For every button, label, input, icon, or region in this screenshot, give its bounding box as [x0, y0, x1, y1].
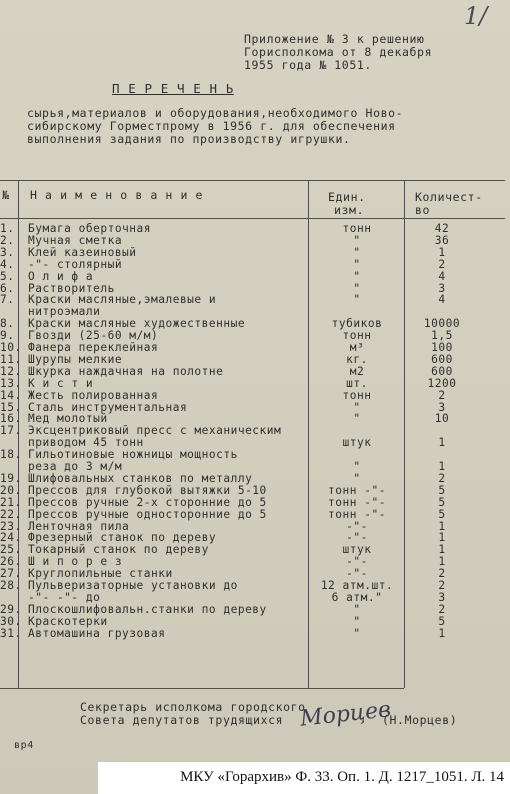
item-quantity: 2 — [438, 567, 446, 581]
item-unit: штук — [342, 436, 372, 450]
item-unit: " — [353, 412, 361, 426]
item-quantity: 3 — [438, 281, 446, 295]
item-unit: " — [353, 602, 361, 616]
row-number: 16. — [0, 412, 22, 426]
item-name: Мучная сметка — [28, 233, 123, 247]
item-quantity: 1 — [438, 555, 446, 569]
row-number: 7. — [0, 293, 15, 307]
item-unit: тонн -"- — [328, 495, 386, 509]
appendix-line-3: 1955 года № 1051. — [244, 58, 372, 72]
item-unit: м2 — [349, 364, 365, 378]
col-header-name: Н а и м е н о в а н и е — [30, 188, 204, 202]
appendix-line-1: Приложение № 3 к решению — [244, 32, 425, 46]
item-name: Плоскошлифовальн.станки по дереву — [28, 602, 267, 616]
table-row — [0, 247, 510, 259]
item-unit: " — [353, 614, 361, 628]
item-unit: " — [353, 257, 361, 271]
item-unit: тонн -"- — [328, 483, 386, 497]
table-row — [0, 378, 510, 390]
archive-reference: МКУ «Горархив» Ф. 33. Оп. 1. Д. 1217_1051. Л. 14 — [180, 769, 504, 785]
item-quantity: 600 — [431, 364, 453, 378]
item-name: нитроэмали — [28, 305, 101, 319]
item-unit: 12 атм.шт. — [320, 579, 394, 592]
row-number: 24. — [0, 531, 22, 545]
item-unit: " — [353, 400, 361, 414]
table-row — [0, 497, 510, 509]
item-unit: " — [353, 281, 361, 295]
item-unit: " — [353, 460, 361, 473]
col-header-qty-2: во — [415, 203, 431, 217]
row-number: 4. — [0, 257, 15, 271]
item-unit: " — [353, 471, 361, 485]
item-name: Круглопильные станки — [28, 567, 173, 581]
item-quantity: 36 — [434, 233, 450, 247]
col-header-qty-1: Количест- — [415, 190, 483, 204]
item-name: Бумага оберточная — [28, 222, 152, 235]
item-unit: тонн — [342, 388, 372, 402]
table-row — [0, 604, 510, 616]
row-number: 21. — [0, 495, 22, 509]
row-number: 14. — [0, 388, 22, 402]
item-quantity: 42 — [434, 222, 450, 235]
row-number: 17. — [0, 424, 22, 438]
item-quantity: 600 — [431, 352, 453, 366]
item-name: Мед молотый — [28, 412, 108, 426]
row-number: 26. — [0, 555, 22, 569]
row-number: 13. — [0, 376, 22, 390]
row-number: 3. — [0, 245, 15, 259]
item-name: Пульверизаторные установки до — [28, 579, 238, 592]
item-name: Фрезерный станок по дереву — [28, 531, 217, 545]
item-quantity: 5 — [438, 507, 446, 521]
col-header-unit-2: изм. — [334, 203, 365, 217]
item-unit: шт. — [346, 376, 368, 390]
print-mark: вр4 — [14, 740, 34, 751]
item-name: Токарный станок по дереву — [28, 543, 209, 557]
item-name: Клей казеиновый — [28, 245, 137, 259]
row-number: 1. — [0, 222, 15, 235]
row-number: 29. — [0, 602, 22, 616]
row-number: 30. — [0, 614, 22, 628]
document-title: П Е Р Е Ч Е Н Ь — [112, 81, 234, 96]
row-number: 8. — [0, 317, 15, 331]
intro-line-1: сырья,материалов и оборудования,необходимого Ново- — [27, 106, 404, 120]
item-quantity: 1 — [438, 626, 446, 640]
handwritten-page-number: 1/ — [464, 2, 488, 30]
item-quantity: 1200 — [427, 376, 457, 390]
item-unit: тонн — [342, 329, 372, 343]
item-name: Автомашина грузовая — [28, 626, 166, 640]
row-number: 11. — [0, 352, 22, 366]
item-quantity: 2 — [438, 602, 446, 616]
item-name: Ш и п о р е з — [28, 555, 123, 569]
item-name: Прессов ручные односторонние до 5 — [28, 507, 267, 521]
item-name: Шлифовальных станков по металлу — [28, 471, 253, 485]
item-name: Гильотиновые ножницы мощность — [28, 448, 238, 462]
item-quantity: 1 — [438, 543, 446, 557]
item-quantity: 2 — [438, 388, 446, 402]
item-unit: -"- — [346, 555, 368, 569]
col-header-unit-1: Един. — [328, 190, 366, 204]
item-unit: м³ — [349, 341, 365, 354]
item-quantity: 100 — [431, 341, 453, 354]
item-name: Краски масляные,эмалевые и — [28, 293, 217, 307]
row-number: 31. — [0, 626, 22, 640]
item-quantity: 3 — [438, 400, 446, 414]
item-name: О л и ф а — [28, 269, 94, 283]
row-number: 12. — [0, 364, 22, 378]
item-quantity: 1 — [438, 519, 446, 533]
table-row — [0, 366, 510, 378]
row-number: 10. — [0, 341, 22, 354]
item-unit: -"- — [346, 567, 368, 581]
item-name: Шурупы мелкие — [28, 352, 123, 366]
row-number: 25. — [0, 543, 22, 557]
item-name: Краски масляные художественные — [28, 317, 246, 331]
row-number: 27. — [0, 567, 22, 581]
row-number: 20. — [0, 483, 22, 497]
table-row — [0, 485, 510, 497]
item-unit: штук — [342, 543, 372, 557]
item-unit: " — [353, 245, 361, 259]
row-number: 23. — [0, 519, 22, 533]
item-unit: " — [353, 269, 361, 283]
item-name: приводом 45 тонн — [28, 436, 144, 450]
row-number: 6. — [0, 281, 15, 295]
row-number: 2. — [0, 233, 15, 247]
item-quantity: 10 — [434, 412, 450, 426]
item-unit: " — [353, 233, 361, 247]
item-unit: кг. — [346, 352, 368, 366]
table-row — [0, 259, 510, 271]
item-quantity: 10000 — [423, 317, 461, 331]
item-unit: тубиков — [331, 317, 383, 331]
item-quantity: 2 — [438, 579, 446, 592]
row-number: 18. — [0, 448, 22, 462]
table-row — [0, 509, 510, 521]
item-quantity: 1,5 — [431, 329, 453, 343]
item-name: -"- -"- до — [28, 590, 101, 604]
item-name: Сталь инструментальная — [28, 400, 188, 414]
item-unit: -"- — [346, 519, 368, 533]
item-name: реза до 3 м/м — [28, 460, 123, 473]
table-row — [0, 271, 510, 283]
table-top-rule — [0, 180, 505, 181]
item-name: К и с т и — [28, 376, 94, 390]
item-name: -"- столярный — [28, 257, 123, 271]
item-quantity: 5 — [438, 614, 446, 628]
item-unit: тонн -"- — [328, 507, 386, 521]
col-header-number: № — [2, 188, 10, 202]
item-name: Краскотерки — [28, 614, 108, 628]
item-name: Прессов ручные 2-х сторонние до 5 — [28, 495, 267, 509]
signature-line-1: Секретарь исполкома городского — [80, 700, 306, 714]
row-number: 5. — [0, 269, 15, 283]
item-name: Жесть полированная — [28, 388, 159, 402]
row-number: 28. — [0, 579, 22, 592]
item-quantity: 2 — [438, 257, 446, 271]
table-header-rule — [0, 218, 505, 219]
item-quantity: 1 — [438, 245, 446, 259]
item-name: Гвозди (25-60 м/м) — [28, 329, 159, 343]
item-unit: " — [353, 293, 361, 307]
table-row — [0, 616, 510, 628]
item-quantity: 1 — [438, 436, 446, 450]
row-number: 9. — [0, 329, 15, 343]
item-name: Прессов для глубокой вытяжки 5-10 — [28, 483, 267, 497]
item-quantity: 2 — [438, 471, 446, 485]
row-number: 15. — [0, 400, 22, 414]
table-row — [0, 390, 510, 402]
item-name: Шкурка наждачная на полотне — [28, 364, 224, 378]
signature-line-2: Совета депутатов трудящихся — [80, 713, 284, 727]
handwritten-signature: Морцев — [298, 697, 393, 732]
item-quantity: 5 — [438, 495, 446, 509]
signature-name: (Н.Морцев) — [382, 713, 458, 727]
item-name: Эксцентриковый пресс с механическим — [28, 424, 282, 438]
table-bottom-rule — [0, 688, 404, 689]
item-name: Фанера переклейная — [28, 341, 159, 354]
item-name: Растворитель — [28, 281, 115, 295]
row-number: 22. — [0, 507, 22, 521]
intro-line-2: сибирскому Горместпрому в 1956 г. для обеспечения — [27, 119, 396, 133]
item-unit: " — [353, 626, 361, 640]
item-unit: тонн — [342, 222, 372, 235]
item-quantity: 1 — [438, 460, 446, 473]
intro-line-3: выполнения задания по производству игрушки. — [27, 132, 351, 146]
item-quantity: 4 — [438, 293, 446, 307]
item-quantity: 4 — [438, 269, 446, 283]
item-quantity: 1 — [438, 531, 446, 545]
row-number: 19. — [0, 471, 22, 485]
item-quantity: 5 — [438, 483, 446, 497]
table-row — [0, 628, 510, 640]
item-unit: 6 атм." — [331, 590, 383, 604]
item-name: Ленточная пила — [28, 519, 130, 533]
item-unit: -"- — [346, 531, 368, 545]
item-quantity: 3 — [438, 590, 446, 604]
appendix-line-2: Горисполкома от 8 декабря — [244, 45, 433, 59]
